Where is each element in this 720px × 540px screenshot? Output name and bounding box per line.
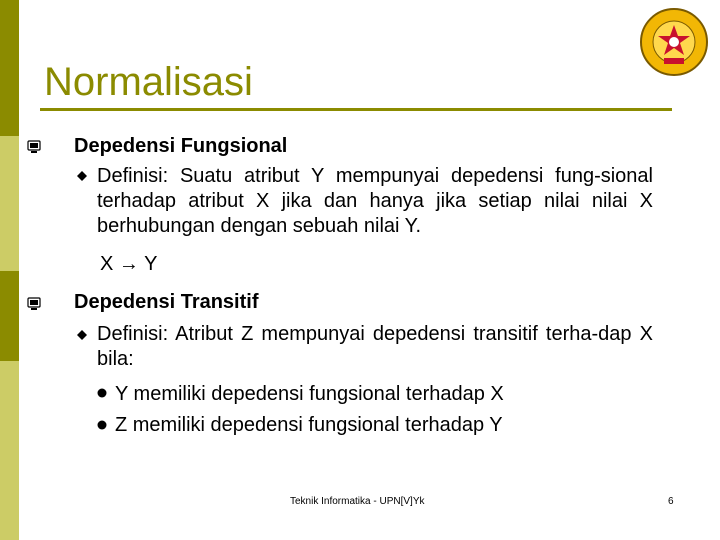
section-heading-functional: Depedensi Fungsional xyxy=(74,135,288,157)
round-bullet-icon xyxy=(97,420,107,430)
transitive-condition-2: Z memiliki depedensi fungsional terhadap Y xyxy=(115,414,503,436)
accent-bar-segment xyxy=(0,0,19,136)
computer-monitor-icon xyxy=(27,297,41,311)
diamond-bullet-icon xyxy=(76,329,88,341)
accent-bar-segment xyxy=(0,271,19,361)
dependency-formula: X → Y xyxy=(100,253,158,275)
page-number: 6 xyxy=(668,496,674,507)
section-heading-transitive: Depedensi Transitif xyxy=(74,291,259,313)
slide-footer: Teknik Informatika - UPN[V]Yk xyxy=(290,496,425,507)
university-logo xyxy=(638,6,710,78)
round-bullet-icon xyxy=(97,388,107,398)
slide-title: Normalisasi xyxy=(44,60,253,104)
transitive-condition-1: Y memiliki depedensi fungsional terhadap X xyxy=(115,383,504,405)
accent-bar-segment xyxy=(0,361,19,540)
definition-functional: Definisi: Suatu atribut Y mempunyai depedensi fung-sional terhadap atribut X jika dan hanya jika setiap nilai nilai X berhubungan dengan sebuah nilai Y. xyxy=(97,165,653,237)
accent-bar-segment xyxy=(0,136,19,271)
diamond-bullet-icon xyxy=(76,170,88,182)
computer-monitor-icon xyxy=(27,140,41,154)
left-accent-bar xyxy=(0,0,19,540)
title-underline xyxy=(40,108,672,111)
definition-transitive: Definisi: Atribut Z mempunyai depedensi transitif terha-dap X bila: xyxy=(97,323,653,370)
